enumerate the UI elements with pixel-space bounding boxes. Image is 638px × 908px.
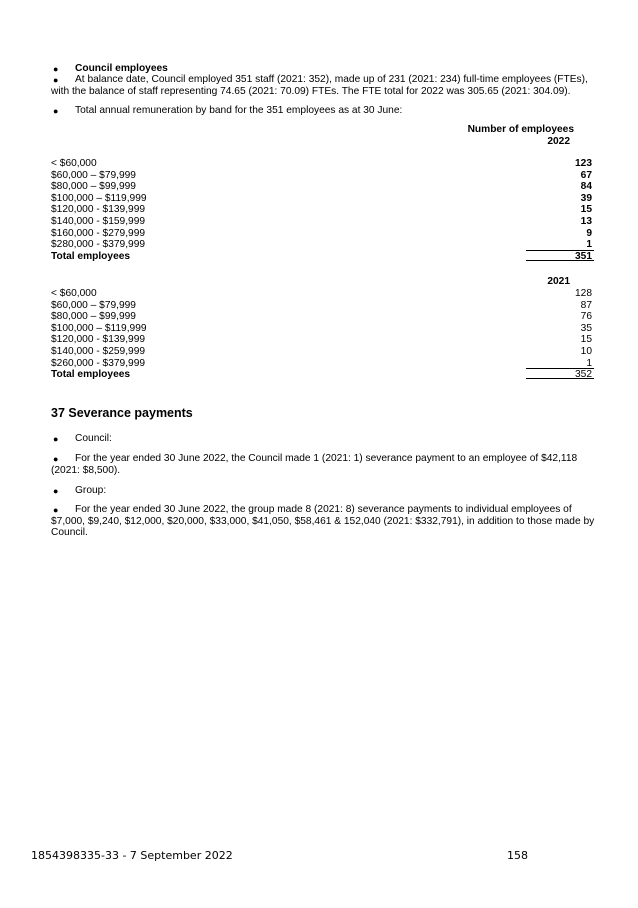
group-severance-line1: For the year ended 30 June 2022, the group made 8 (2021: 8) severance payments to individual employees of — [75, 504, 572, 515]
band-count: 123 — [575, 158, 592, 169]
band-count: 67 — [580, 169, 592, 181]
table-row — [51, 158, 594, 170]
remuneration-intro: Total annual remuneration by band for the 351 employees as at 30 June: — [75, 105, 403, 116]
band-count: 1 — [586, 357, 592, 369]
table-header: Number of employees — [467, 124, 574, 135]
band-count: 15 — [580, 334, 592, 346]
band-count: 15 — [580, 204, 592, 216]
balance-date-paragraph — [51, 74, 596, 97]
remuneration-table-2021 — [51, 288, 594, 381]
group-severance-paragraph — [51, 504, 596, 539]
band-label: $160,000 - $279,999 — [51, 227, 146, 239]
bullet-icon: ● — [53, 505, 59, 515]
table-row — [51, 216, 594, 228]
table-row — [51, 346, 594, 358]
group-label: Group: — [75, 485, 107, 496]
council-label: Council: — [75, 433, 112, 444]
year-2022-header: 2022 — [547, 136, 570, 147]
council-employees-heading: Council employees — [75, 63, 168, 74]
bullet-icon: ● — [53, 75, 59, 85]
balance-para-line1: At balance date, Council employed 351 staff (2021: 352), made up of 231 (2021: 234) full-time employees (FTEs), — [75, 74, 588, 85]
band-label: $120,000 - $139,999 — [51, 334, 146, 346]
band-count: 128 — [575, 288, 592, 299]
bullet-icon: ● — [53, 454, 59, 464]
band-label: < $60,000 — [51, 288, 97, 299]
total-label: Total employees — [51, 250, 131, 262]
band-label: $80,000 – $99,999 — [51, 311, 136, 323]
total-row-2021 — [51, 369, 594, 381]
band-label: $80,000 – $99,999 — [51, 181, 136, 193]
band-count: 87 — [580, 299, 592, 311]
group-severance-line2: $7,000, $9,240, $12,000, $20,000, $33,000, $41,050, $58,461 & 152,040 (2021: $332,791), in addition to those made by — [51, 515, 595, 527]
table-row — [51, 204, 594, 216]
council-severance-line2: (2021: $8,500). — [51, 464, 121, 476]
band-count: 35 — [580, 322, 592, 334]
table-row — [51, 334, 594, 346]
balance-para-line2: with the balance of staff representing 74.65 (2021: 70.09) FTEs. The FTE total for 2022 was 305.65 (2021: 304.09). — [51, 85, 571, 97]
total-row-2022 — [51, 251, 594, 263]
band-count: 10 — [580, 345, 592, 357]
table-row — [51, 228, 594, 240]
table-row — [51, 358, 594, 370]
footer-reference: 1854398335-33 - 7 September 2022 — [31, 849, 233, 862]
band-label: $100,000 – $119,999 — [51, 322, 147, 334]
table-row — [51, 288, 594, 300]
band-label: $60,000 – $79,999 — [51, 169, 136, 181]
table-row — [51, 300, 594, 312]
band-label: $100,000 – $119,999 — [51, 192, 147, 204]
council-severance-paragraph — [51, 453, 596, 476]
total-count-2022: 351 — [526, 250, 594, 261]
band-count: 39 — [580, 192, 592, 204]
bullet-icon: ● — [53, 106, 59, 116]
table-row — [51, 181, 594, 193]
band-count: 84 — [580, 181, 592, 193]
total-count-2021: 352 — [526, 368, 594, 379]
band-count: 76 — [580, 311, 592, 323]
band-count: 1 — [586, 239, 592, 251]
section-title: 37 Severance payments — [51, 406, 193, 420]
remuneration-table-2022 — [51, 158, 594, 262]
band-label: $260,000 - $379,999 — [51, 357, 146, 369]
table-row — [51, 193, 594, 205]
band-label: $140,000 - $259,999 — [51, 345, 146, 357]
bullet-icon: ● — [53, 434, 59, 444]
council-severance-line1: For the year ended 30 June 2022, the Council made 1 (2021: 1) severance payment to an employee of $42,118 — [75, 453, 578, 464]
band-count: 9 — [586, 227, 592, 239]
table-row — [51, 239, 594, 251]
band-label: $120,000 - $139,999 — [51, 204, 146, 216]
band-label: < $60,000 — [51, 158, 97, 169]
band-label: $280,000 - $379,999 — [51, 239, 146, 251]
band-label: $140,000 - $159,999 — [51, 215, 146, 227]
bullet-icon: ● — [53, 486, 59, 496]
total-label: Total employees — [51, 369, 131, 381]
page-number: 158 — [507, 849, 528, 862]
group-severance-line3: Council. — [51, 527, 88, 539]
table-row — [51, 170, 594, 182]
band-label: $60,000 – $79,999 — [51, 299, 136, 311]
table-row — [51, 323, 594, 335]
year-2021-header: 2021 — [547, 276, 570, 287]
bullet-icon: ● — [53, 64, 59, 74]
band-count: 13 — [580, 215, 592, 227]
table-row — [51, 311, 594, 323]
